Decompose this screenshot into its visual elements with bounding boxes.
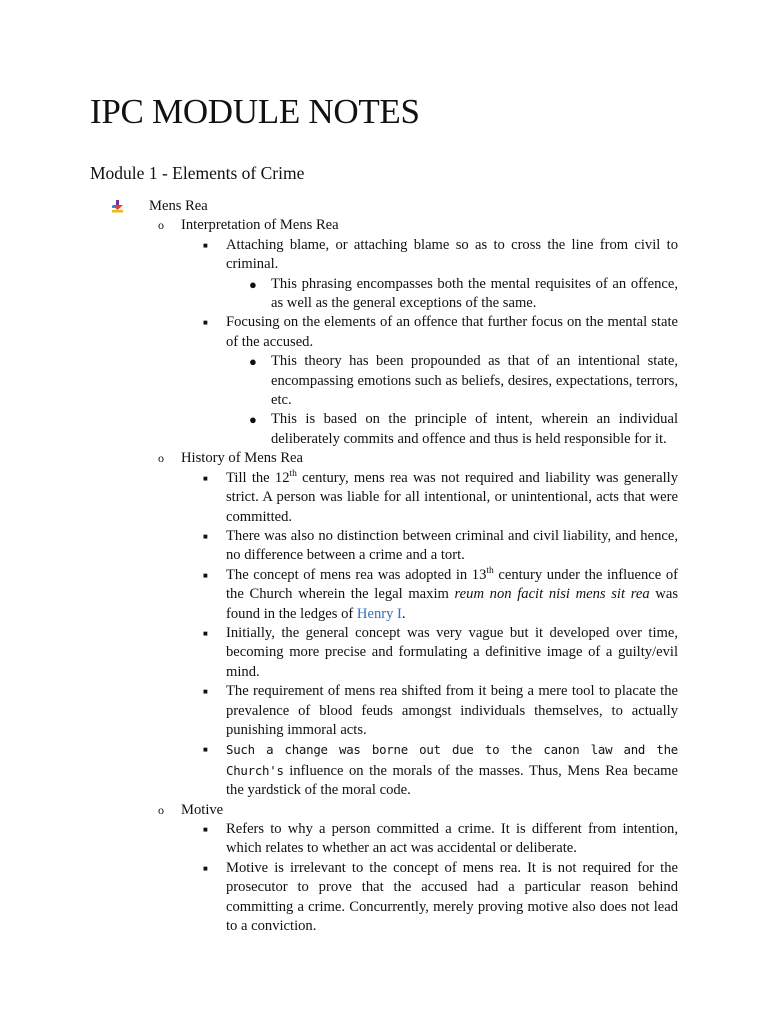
- notes-outline: [0, 197, 768, 936]
- outline-item-motive: [0, 801, 678, 820]
- list-item: [0, 469, 678, 527]
- list-item-text: Refers to why a person committed a crime. It is different from intention, which relates to whether an act was accidental or deliberate.: [226, 821, 678, 857]
- square-bullet: ■: [203, 473, 208, 483]
- list-item: [0, 740, 678, 800]
- list-item: [0, 566, 678, 624]
- list-item: [0, 527, 678, 566]
- list-item-text: The requirement of mens rea shifted from it being a mere tool to placate the prevalence of blood feuds amongst individuals themselves, to actually punishing immoral acts.: [226, 683, 678, 738]
- document-title: IPC MODULE NOTES: [90, 92, 420, 131]
- list-item: [0, 313, 678, 352]
- colored-arrow-bullet-icon: [111, 200, 124, 213]
- square-bullet: ■: [203, 628, 208, 638]
- bullet-marker: o: [158, 451, 164, 466]
- henry-i-link[interactable]: Henry I: [356, 605, 402, 622]
- list-item-text: Attaching blame, or attaching blame so as to cross the line from civil to criminal.: [226, 236, 678, 273]
- list-item: [0, 275, 678, 314]
- outline-label: History of Mens Rea: [181, 450, 304, 467]
- outline-item-interpretation: [0, 216, 678, 235]
- list-item-text: The concept of mens rea was adopted in 13th century under the influence of the Church wherein the legal maxim reum non facit nisi mens sit rea was found in the ledges of Henry I.: [226, 565, 679, 622]
- outline-label: Motive: [181, 801, 224, 818]
- list-item: [0, 859, 678, 937]
- square-bullet: ■: [203, 570, 208, 580]
- square-bullet: ■: [203, 318, 208, 328]
- round-bullet: ●: [249, 412, 257, 428]
- bullet-marker: o: [158, 802, 164, 817]
- list-item: [0, 236, 678, 275]
- list-item: [0, 820, 678, 859]
- outline-item-history: [0, 449, 678, 468]
- square-bullet: ■: [203, 240, 208, 250]
- square-bullet: ■: [203, 825, 208, 834]
- outline-label: Mens Rea: [149, 198, 208, 214]
- legal-maxim: reum non facit nisi mens sit rea: [454, 586, 650, 603]
- list-item-text: This phrasing encompasses both the mental requisites of an offence, as well as the general exceptions of the same.: [271, 275, 678, 312]
- square-bullet: ■: [203, 531, 208, 541]
- bullet-marker: o: [158, 218, 164, 233]
- module-heading: Module 1 - Elements of Crime: [90, 163, 305, 183]
- list-item-text: Till the 12th century, mens rea was not required and liability was generally strict. A person was liable for all intentional, or unintentional, acts that were committed.: [226, 468, 678, 525]
- round-bullet: ●: [249, 276, 257, 292]
- list-item-text: There was also no distinction between criminal and civil liability, and hence, no difference between a crime and a tort.: [226, 527, 678, 564]
- square-bullet: ■: [203, 687, 208, 697]
- list-item-text: Initially, the general concept was very vague but it developed over time, becoming more precise and formulating a definitive image of a guilty/evil mind.: [226, 624, 678, 680]
- list-item: [0, 624, 678, 682]
- outline-item-mens-rea: [0, 197, 678, 216]
- list-item-text: This theory has been propounded as that of an intentional state, encompassing emotions such as beliefs, desires, expectations, terrors, etc.: [271, 353, 678, 409]
- list-item: [0, 410, 678, 449]
- outline-label: Interpretation of Mens Rea: [181, 217, 339, 234]
- list-item-text: Such a change was borne out due to the canon law and the Church's influence on the morals of the masses. Thus, Mens Rea became the yardstick of the moral code.: [226, 742, 678, 799]
- round-bullet: ●: [249, 354, 257, 370]
- list-item: [0, 352, 678, 410]
- square-bullet: ■: [203, 863, 208, 873]
- list-item-text: Focusing on the elements of an offence that further focus on the mental state of the accused.: [226, 314, 678, 350]
- list-item: [0, 682, 678, 740]
- square-bullet: ■: [203, 745, 208, 755]
- list-item-text: This is based on the principle of intent, wherein an individual deliberately commits and offence and thus is held responsible for it.: [271, 411, 678, 447]
- list-item-text: Motive is irrelevant to the concept of mens rea. It is not required for the prosecutor to prove that the accused had a particular reason behind committing a crime. Concurrently, merely proving motive also does not lead to a conviction.: [226, 859, 678, 935]
